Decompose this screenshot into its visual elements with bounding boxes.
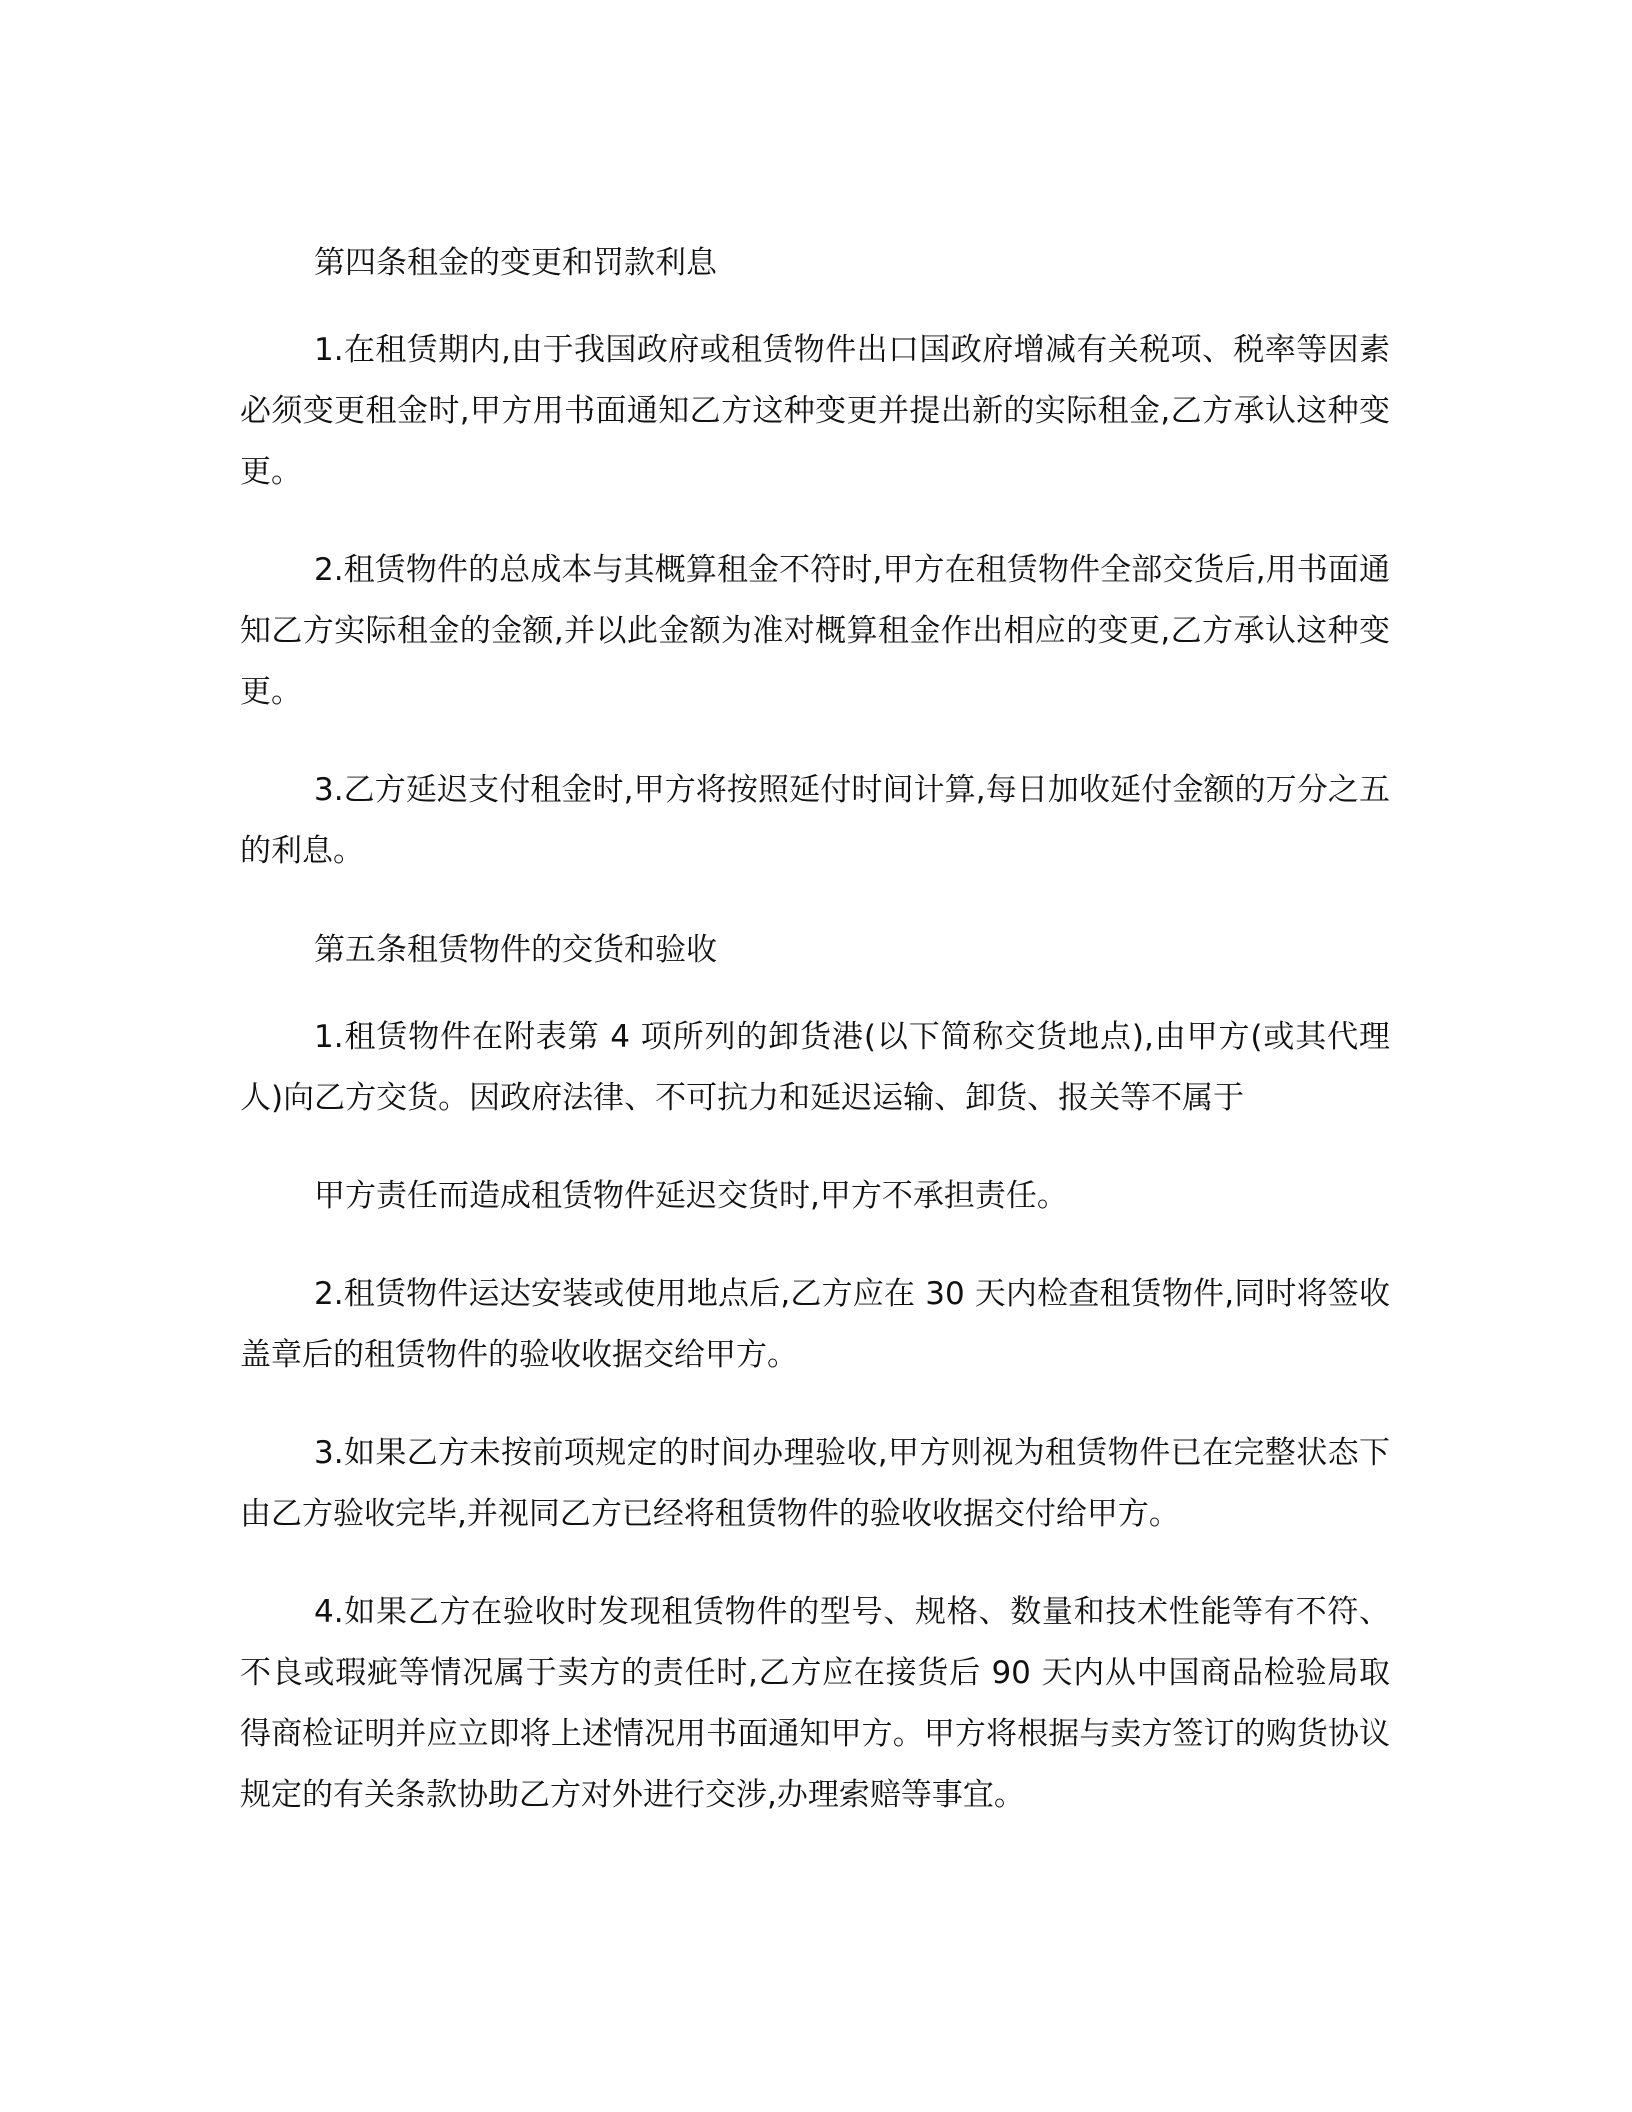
article-4-clause-2: 2.租赁物件的总成本与其概算租金不符时,甲方在租赁物件全部交货后,用书面通知乙方实际租金的金额,并以此金额为准对概算租金作出相应的变更,乙方承认这种变更。: [240, 552, 1390, 710]
article-5-clause-2: 2.租赁物件运达安装或使用地点后,乙方应在 30 天内检查租赁物件,同时将签收盖章后的租赁物件的验收收据交给甲方。: [240, 1276, 1390, 1373]
article-5-clause-1-continued: 甲方责任而造成租赁物件延迟交货时,甲方不承担责任。: [314, 1178, 1068, 1214]
article-4-heading: 第四条租金的变更和罚款利息: [314, 245, 717, 281]
document-body: [240, 232, 1390, 1863]
article-5-clause-3: 3.如果乙方未按前项规定的时间办理验收,甲方则视为租赁物件已在完整状态下由乙方验收完毕,并视同乙方已经将租赁物件的验收收据交付给甲方。: [240, 1435, 1390, 1532]
article-4-clause-1: 1.在租赁期内,由于我国政府或租赁物件出口国政府增减有关税项、税率等因素必须变更租金时,甲方用书面通知乙方这种变更并提出新的实际租金,乙方承认这种变更。: [240, 332, 1390, 490]
article-5-clause-1: 1.租赁物件在附表第 4 项所列的卸货港(以下简称交货地点),由甲方(或其代理人)向乙方交货。因政府法律、不可抗力和延迟运输、卸货、报关等不属于: [240, 1019, 1390, 1116]
article-5-heading: 第五条租赁物件的交货和验收: [314, 932, 717, 968]
article-5-clause-4: 4.如果乙方在验收时发现租赁物件的型号、规格、数量和技术性能等有不符、不良或瑕疵等情况属于卖方的责任时,乙方应在接货后 90 天内从中国商品检验局取得商检证明并应立即将上述情况用书面通知甲方。甲方将根据与卖方签订的购货协议规定的有关条款协助乙方对外进行交涉,办理索赔等事宜。: [240, 1594, 1390, 1813]
article-4-clause-3: 3.乙方延迟支付租金时,甲方将按照延付时间计算,每日加收延付金额的万分之五的利息。: [240, 772, 1390, 869]
